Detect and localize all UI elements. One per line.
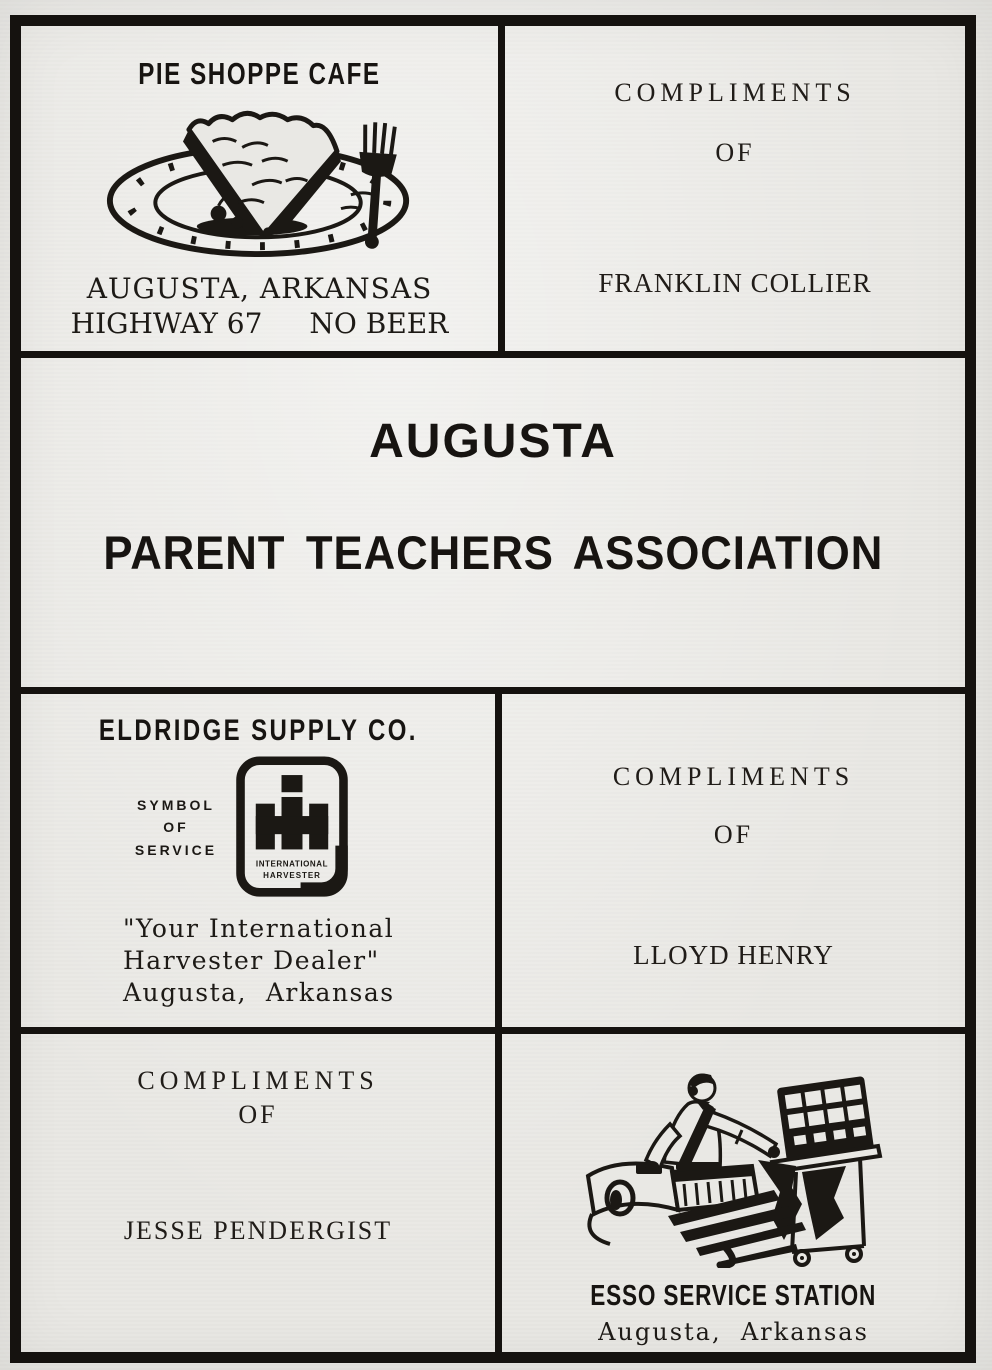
international-harvester-logo (233, 756, 351, 899)
mechanic-ear-muff (688, 1086, 698, 1096)
of-text: OF (715, 138, 755, 167)
caster-wheel-icon (847, 1247, 861, 1261)
cart-shadow (802, 1166, 846, 1240)
pie-plate-illustration (102, 96, 418, 264)
grid-divider-horizontal-middle (21, 687, 965, 694)
symbol-line: SERVICE (134, 841, 218, 858)
quote-line: "Your International (123, 914, 395, 943)
quote-line: Augusta, Arkansas (123, 977, 395, 1007)
grid-divider-horizontal-bottom (21, 1027, 965, 1034)
caster-wheel-icon (795, 1251, 809, 1265)
ih-symbol-icon (256, 775, 328, 849)
of-text: OF (713, 820, 754, 849)
ad-pie-shoppe-cafe (21, 26, 498, 351)
compliments-text: COMPLIMENTS (137, 1066, 379, 1095)
ad-lloyd-henry (502, 694, 965, 1027)
grid-divider-vertical-bottom (495, 694, 502, 1352)
ad-jesse-pendergist (21, 1034, 495, 1352)
ad-franklin-collier (505, 26, 965, 351)
symbol-line: OF (163, 819, 189, 836)
ad-eldridge-supply (21, 694, 495, 1027)
page-frame (10, 15, 976, 1363)
logo-word-international: INTERNATIONAL (256, 859, 329, 869)
pie-shoppe-address: AUGUSTA, ARKANSAS (86, 272, 433, 305)
compliments-text: COMPLIMENTS (612, 762, 855, 791)
compliments-text: COMPLIMENTS (614, 78, 856, 107)
patron-name: JESSE PENDERGIST (123, 1216, 393, 1245)
eldridge-logo-row (21, 756, 465, 899)
patron-name: FRANKLIN COLLIER (598, 268, 872, 298)
grid-divider-horizontal-top (21, 351, 965, 358)
fork-icon (352, 121, 398, 250)
quote-line: Harvester Dealer" (123, 945, 380, 975)
of-text: OF (238, 1100, 278, 1129)
pie-shoppe-highway: HIGHWAY 67 (70, 307, 263, 340)
symbol-of-service-text (135, 794, 217, 861)
ad-pta-banner (21, 358, 965, 687)
pie-shoppe-no-beer: NO BEER (309, 307, 449, 340)
grid-divider-vertical-top (498, 26, 505, 351)
car-fender-icon (588, 1164, 678, 1245)
mechanic-illustration (584, 1068, 884, 1268)
banner-organization: PARENT TEACHERS ASSOCIATION (103, 526, 883, 579)
esso-title: ESSO SERVICE STATION (590, 1280, 877, 1312)
patron-name: LLOYD HENRY (633, 940, 834, 970)
banner-city: AUGUSTA (369, 415, 617, 468)
esso-subtitle: Augusta, Arkansas (598, 1318, 869, 1346)
pie-shoppe-title: PIE SHOPPE CAFE (138, 56, 381, 91)
logo-word-harvester: HARVESTER (263, 871, 321, 881)
eldridge-title: ELDRIDGE SUPPLY CO. (98, 714, 418, 747)
ad-esso-service-station (502, 1034, 965, 1352)
symbol-line: SYMBOL (137, 796, 215, 813)
eldridge-quote (123, 913, 495, 1008)
pie-slice-icon (182, 113, 340, 237)
mechanic-figure-icon (645, 1074, 780, 1171)
pie-shoppe-info-row (21, 307, 498, 340)
